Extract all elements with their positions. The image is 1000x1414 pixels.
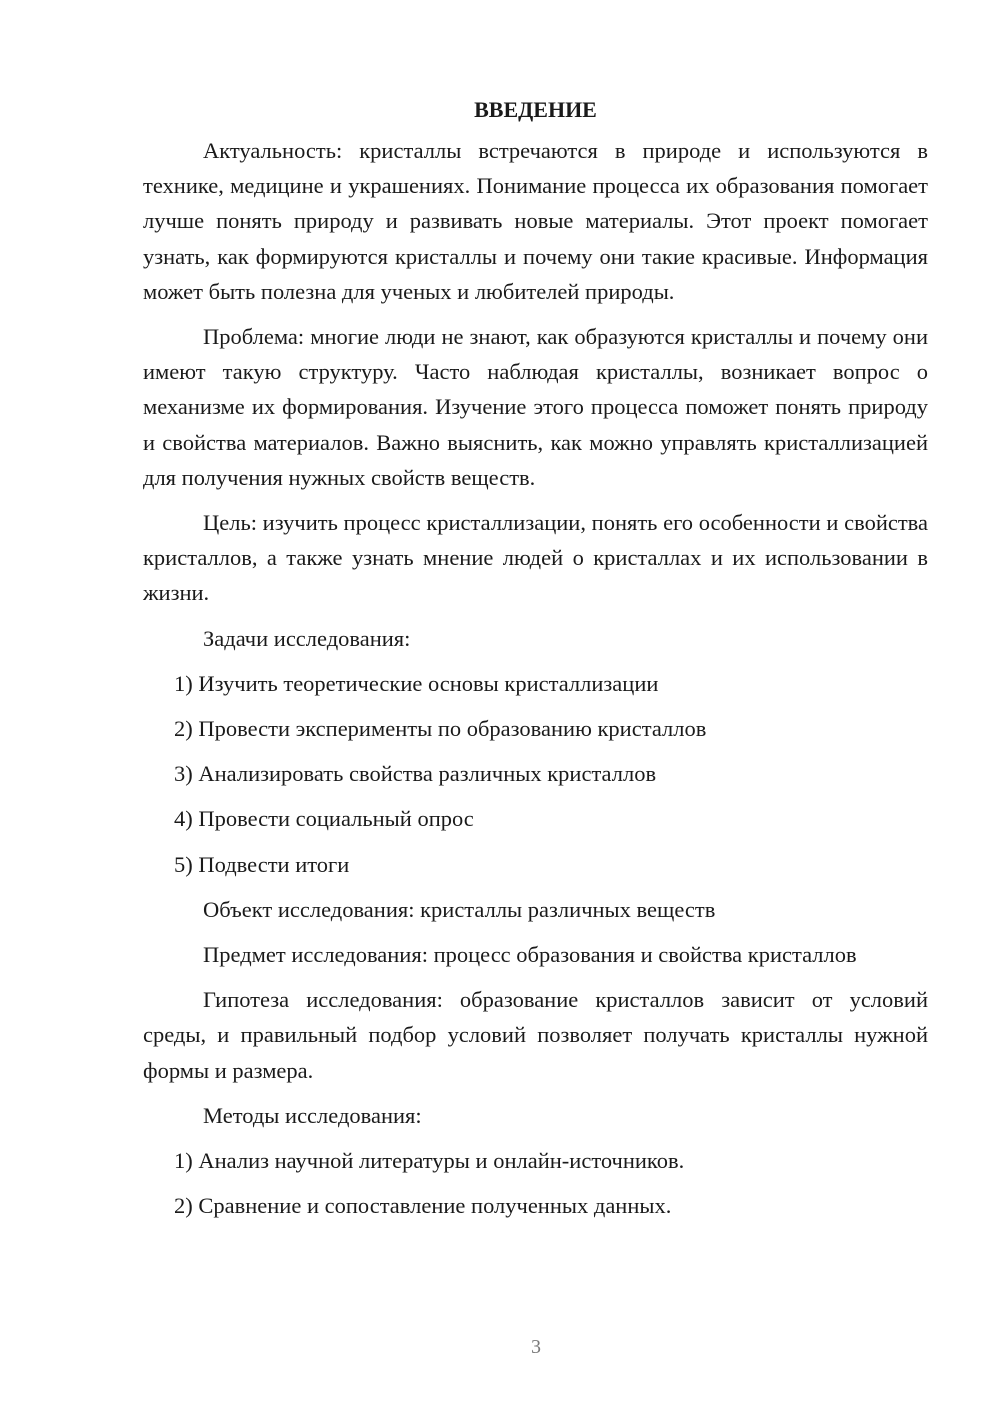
subject-line: Предмет исследования: процесс образования и свойства кристаллов (203, 942, 857, 968)
tasks-list (143, 666, 928, 882)
hypothesis-paragraph: Гипотеза исследования: образование кристаллов зависит от условий среды, и правильный подбор условий позволяет получать кристаллы нужной формы и размера. (143, 987, 928, 1083)
task-item: 2) Провести эксперименты по образованию кристаллов (174, 716, 707, 742)
page-number: 3 (531, 1336, 541, 1358)
methods-heading: Методы исследования: (203, 1102, 422, 1128)
problem-paragraph: Проблема: многие люди не знают, как образуются кристаллы и почему они имеют такую структуру. Часто наблюдая кристаллы, возникает вопрос о механизме их формирования. Изучение этого процесса поможет понять природу и свойства материалов. Важно выяснить, как можно управлять кристаллизацией для получения нужных свойств веществ. (143, 324, 928, 490)
tasks-heading: Задачи исследования: (203, 625, 411, 651)
relevance-paragraph: Актуальность: кристаллы встречаются в природе и используются в технике, медицине и украшениях. Понимание процесса их образования помогает лучше понять природу и развивать новые материалы. Этот проект помогает узнать, как формируются кристаллы и почему они такие красивые. Информация может быть полезна для ученых и любителей природы. (143, 138, 928, 304)
task-item: 4) Провести социальный опрос (174, 806, 474, 832)
goal-paragraph: Цель: изучить процесс кристаллизации, понять его особенности и свойства кристаллов, а также узнать мнение людей о кристаллах и их использовании в жизни. (143, 510, 928, 606)
document-page (143, 95, 928, 1233)
method-item: 1) Анализ научной литературы и онлайн-источников. (174, 1148, 685, 1174)
methods-list (143, 1143, 928, 1223)
task-item: 5) Подвести итоги (174, 851, 350, 877)
method-item: 2) Сравнение и сопоставление полученных данных. (174, 1193, 672, 1219)
task-item: 3) Анализировать свойства различных кристаллов (174, 761, 657, 787)
task-item: 1) Изучить теоретические основы кристаллизации (174, 670, 659, 696)
object-line: Объект исследования: кристаллы различных веществ (203, 896, 716, 922)
section-heading: ВВЕДЕНИЕ (474, 97, 597, 122)
